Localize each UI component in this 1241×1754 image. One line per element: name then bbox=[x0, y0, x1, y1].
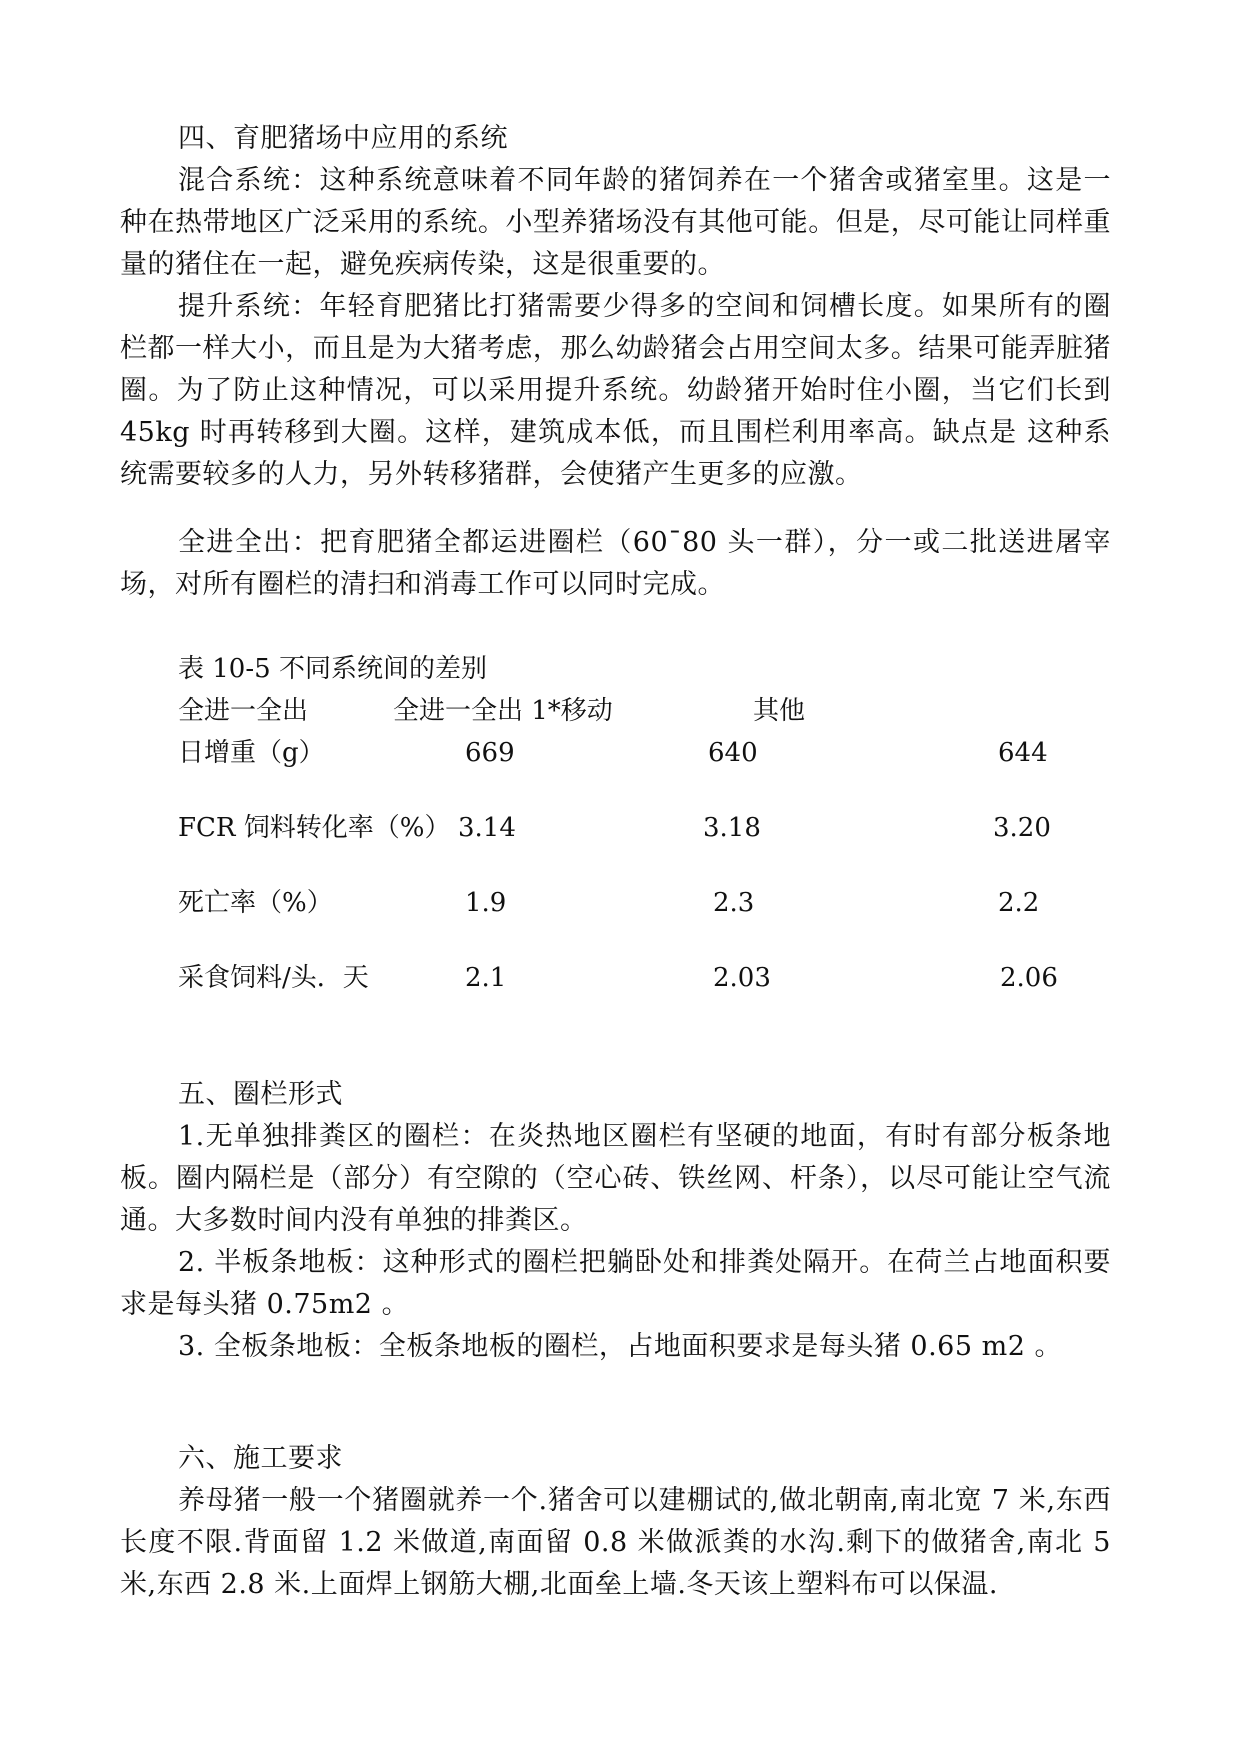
row-label: FCR 饲料转化率（%） bbox=[178, 813, 451, 843]
table-cell: 640 bbox=[708, 738, 758, 768]
table-cell: 669 bbox=[465, 738, 515, 768]
table-cell: 2.3 bbox=[713, 888, 755, 918]
table-cell: 2.2 bbox=[998, 888, 1040, 918]
all-in-all-out-paragraph: 全进全出：把育肥猪全都运进圈栏（60¯80 头一群），分一或二批送进屠宰场，对所有圈栏的清扫和消毒工作可以同时完成。 bbox=[120, 527, 1111, 600]
table-cell: 2.1 bbox=[465, 963, 507, 993]
lift-system-paragraph: 提升系统：年轻育肥猪比打猪需要少得多的空间和饲槽长度。如果所有的圈栏都一样大小，而且是为大猪考虑，那么幼龄猪会占用空间太多。结果可能弄脏猪圈。为了防止这种情况，可以采用提升系统。幼龄猪开始时住小圈，当它们长到 45kg 时再转移到大圈。这样，建筑成本低，而且围栏利用率高。缺点是 这种系统需要较多的人力，另外转移猪群，会使猪产生更多的应激。 bbox=[120, 291, 1111, 490]
row-label: 日增重（g） bbox=[178, 738, 325, 768]
section-5-heading: 五、圈栏形式 bbox=[178, 1079, 343, 1110]
spacer bbox=[120, 1032, 1111, 1074]
table-cell: 1.9 bbox=[465, 888, 507, 918]
row-label: 采食饲料/头．天 bbox=[178, 963, 369, 993]
pen-type-2-paragraph: 2. 半板条地板：这种形式的圈栏把躺卧处和排粪处隔开。在荷兰占地面积要求是每头猪 0.75m2 。 bbox=[120, 1247, 1111, 1320]
table-row bbox=[178, 732, 1111, 807]
pen-type-3-paragraph: 3. 全板条地板：全板条地板的圈栏，占地面积要求是每头猪 0.65 m2 。 bbox=[178, 1331, 1062, 1362]
section-4-heading: 四、育肥猪场中应用的系统 bbox=[178, 123, 508, 154]
table-cell: 2.03 bbox=[713, 963, 771, 993]
table-cell: 3.20 bbox=[993, 813, 1051, 843]
pen-type-1-paragraph: 1.无单独排粪区的圈栏：在炎热地区圈栏有坚硬的地面，有时有部分板条地板。圈内隔栏是（部分）有空隙的（空心砖、铁丝网、杆条），以尽可能让空气流通。大多数时间内没有单独的排粪区。 bbox=[120, 1121, 1111, 1236]
spacer bbox=[120, 496, 1111, 522]
section-6-heading: 六、施工要求 bbox=[178, 1443, 343, 1474]
construction-paragraph: 养母猪一般一个猪圈就养一个.猪舍可以建棚试的,做北朝南,南北宽 7 米,东西长度不限.背面留 1.2 米做道,南面留 0.8 米做派粪的水沟.剩下的做猪舍,南北 5 米,东西 2.8 米.上面焊上钢筋大棚,北面垒上墙.冬天该上塑料布可以保温. bbox=[120, 1485, 1111, 1600]
table-caption: 表 10-5 不同系统间的差别 bbox=[178, 654, 487, 684]
table-cell: 3.18 bbox=[703, 813, 761, 843]
spacer bbox=[120, 1368, 1111, 1438]
table-row bbox=[178, 882, 1111, 957]
table-row bbox=[178, 957, 1111, 1032]
comparison-table bbox=[120, 648, 1111, 1032]
table-header-cell: 其他 bbox=[753, 696, 806, 726]
table-row bbox=[178, 807, 1111, 882]
table-cell: 644 bbox=[998, 738, 1048, 768]
table-cell: 2.06 bbox=[1000, 963, 1058, 993]
spacer bbox=[120, 606, 1111, 648]
table-header-cell: 全进一全出 1*移动 bbox=[393, 696, 613, 726]
mixed-system-paragraph: 混合系统：这种系统意味着不同年龄的猪饲养在一个猪舍或猪室里。这是一种在热带地区广泛采用的系统。小型养猪场没有其他可能。但是，尽可能让同样重量的猪住在一起，避免疾病传染，这是很重要的。 bbox=[120, 165, 1111, 280]
row-label: 死亡率（%） bbox=[178, 888, 333, 918]
table-cell: 3.14 bbox=[458, 813, 516, 843]
table-header-cell: 全进一全出 bbox=[178, 696, 309, 726]
table-header-row bbox=[178, 690, 1111, 732]
